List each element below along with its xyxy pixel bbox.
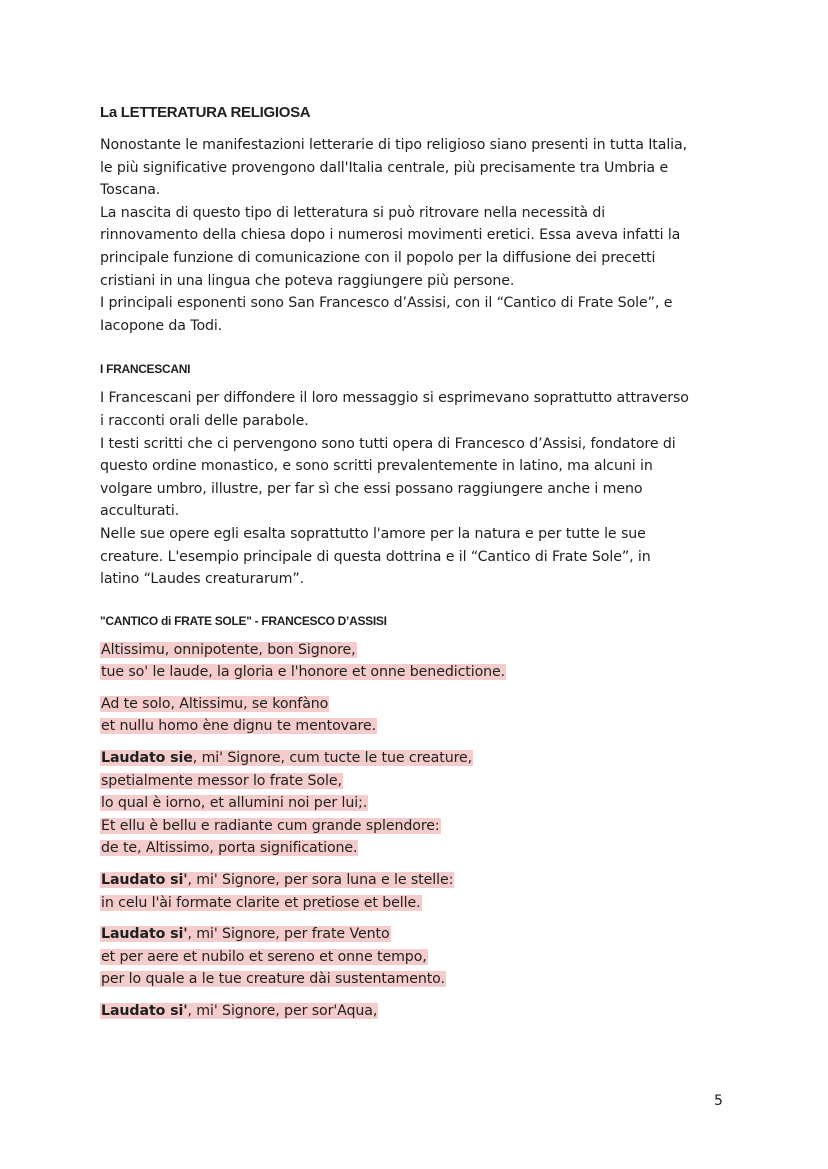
highlighted-verse	[100, 926, 391, 942]
text-line: creature. L'esempio principale di questa dottrina e il “Cantico di Frate Sole”, in	[100, 548, 651, 565]
highlighted-verse: Ad te solo, Altissimu, se konfàno	[101, 695, 329, 712]
text-line: I Francescani per diffondere il loro messaggio si esprimevano soprattutto attraverso	[100, 390, 689, 407]
section-heading-francescani: I FRANCESCANI	[100, 362, 191, 377]
poem-stanza-2	[100, 693, 740, 738]
text-line: rinnovamento della chiesa dopo i numerosi movimenti eretici. Essa aveva infatti la	[100, 227, 681, 244]
text-line: I principali esponenti sono San Francesco d’Assisi, con il “Cantico di Frate Sole”, e	[100, 295, 673, 312]
text-line: Nelle sue opere egli esalta soprattutto l'amore per la natura e per tutte le sue	[100, 525, 646, 542]
verse-text: , mi' Signore, per frate Vento	[187, 926, 390, 943]
text-line: questo ordine monastico, e sono scritti prevalentemente in latino, ma alcuni in	[100, 458, 653, 475]
text-line: principale funzione di comunicazione con il popolo per la diffusione dei precetti	[100, 249, 656, 266]
poem-stanza-5	[100, 923, 740, 991]
verse-text: , mi' Signore, per sora luna e le stelle:	[187, 872, 454, 889]
highlighted-verse: lo qual è iorno, et allumini noi per lui;.	[101, 795, 368, 812]
document-page	[100, 102, 740, 1032]
text-line: latino “Laudes creaturarum”.	[100, 571, 304, 588]
text-line: Nonostante le manifestazioni letterarie di tipo religioso siano presenti in tutta Italia,	[100, 137, 688, 153]
text-line: volgare umbro, illustre, per far sì che essi possano raggiungere anche i meno	[100, 480, 643, 497]
highlighted-verse: et nullu homo ène dignu te mentovare.	[101, 718, 376, 735]
text-line: cristiani in una lingua che poteva raggiungere più persone.	[100, 272, 515, 289]
verse-bold-lead: Laudato si'	[101, 1003, 188, 1019]
verse-bold-lead: Laudato si'	[101, 926, 188, 943]
highlighted-verse: per lo quale a le tue creature dài sustentamento.	[101, 971, 445, 988]
verse-text: , mi' Signore, cum tucte le tue creature,	[192, 750, 473, 767]
poem-stanza-3	[100, 747, 740, 860]
page-title: La LETTERATURA RELIGIOSA	[100, 104, 311, 121]
poem-stanza-1	[100, 639, 740, 684]
section-heading-cantico: "CANTICO di FRATE SOLE" - FRANCESCO D’ASSISI	[100, 613, 387, 628]
highlighted-verse	[100, 750, 473, 766]
highlighted-verse: Et ellu è bellu e radiante cum grande splendore:	[101, 817, 440, 834]
page-number: 5	[714, 1093, 723, 1109]
verse-bold-lead: Laudato si'	[101, 872, 188, 889]
highlighted-verse: tue so' le laude, la gloria e l'honore et onne benedictione.	[101, 664, 506, 681]
text-line: Iacopone da Todi.	[100, 317, 223, 334]
text-line: I testi scritti che ci pervengono sono tutti opera di Francesco d’Assisi, fondatore di	[100, 435, 676, 452]
verse-text: , mi' Signore, per sor'Aqua,	[187, 1003, 378, 1019]
intro-paragraph-1	[100, 134, 740, 202]
highlighted-verse: spetialmente messor lo frate Sole,	[101, 772, 342, 789]
highlighted-verse: de te, Altissimo, porta significatione.	[101, 840, 358, 857]
poem-stanza-6	[100, 1000, 740, 1023]
highlighted-verse: et per aere et nubilo et sereno et onne tempo,	[101, 948, 427, 965]
text-line: le più significative provengono dall'Italia centrale, più precisamente tra Umbria e	[100, 159, 669, 176]
text-line: Toscana.	[100, 182, 161, 199]
text-line: i racconti orali delle parabole.	[100, 412, 309, 429]
francescani-paragraph-1	[100, 387, 740, 432]
francescani-paragraph-3	[100, 523, 740, 591]
highlighted-verse	[100, 872, 454, 888]
francescani-section	[100, 387, 740, 590]
text-line: acculturati.	[100, 503, 180, 520]
poem-stanza-4	[100, 869, 740, 914]
verse-bold-lead: Laudato sie	[101, 750, 193, 767]
text-line: La nascita di questo tipo di letteratura si può ritrovare nella necessità di	[100, 204, 606, 221]
intro-paragraph-2	[100, 202, 740, 292]
highlighted-verse: Altissimu, onnipotente, bon Signore,	[101, 641, 356, 658]
intro-section	[100, 134, 740, 337]
francescani-paragraph-2	[100, 433, 740, 523]
highlighted-verse	[100, 1003, 378, 1019]
intro-paragraph-3	[100, 292, 740, 337]
cantico-poem	[100, 639, 740, 1023]
highlighted-verse: in celu l'ài formate clarite et pretiose et belle.	[101, 894, 421, 911]
